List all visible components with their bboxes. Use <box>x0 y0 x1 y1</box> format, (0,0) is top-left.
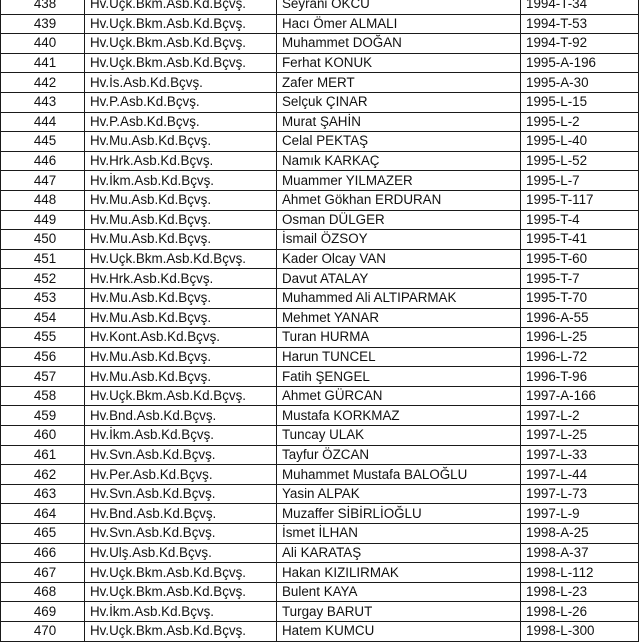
name-cell: Tuncay ULAK <box>277 426 521 446</box>
table-row <box>1 190 639 210</box>
registry-number-cell: 1998-L-23 <box>521 582 639 602</box>
name-cell: Muhammed Ali ALTIPARMAK <box>277 288 521 308</box>
registry-number-cell: 1997-L-2 <box>521 406 639 426</box>
registry-number-cell: 1994-T-53 <box>521 14 639 34</box>
name-cell: Mehmet YANAR <box>277 308 521 328</box>
rank-cell: Hv.İs.Asb.Kd.Bçvş. <box>85 73 277 93</box>
table-row <box>1 602 639 622</box>
registry-number-cell: 1995-T-60 <box>521 249 639 269</box>
row-number-cell: 444 <box>1 112 85 132</box>
table-row <box>1 14 639 34</box>
row-number-cell: 461 <box>1 445 85 465</box>
rank-cell: Hv.Mu.Asb.Kd.Bçvş. <box>85 288 277 308</box>
registry-number-cell: 1995-L-40 <box>521 132 639 152</box>
name-cell: Hatem KUMCU <box>277 622 521 642</box>
row-number-cell: 451 <box>1 249 85 269</box>
row-number-cell: 443 <box>1 92 85 112</box>
name-cell: Osman DÜLGER <box>277 210 521 230</box>
table-row <box>1 92 639 112</box>
name-cell: Celal PEKTAŞ <box>277 132 521 152</box>
registry-number-cell: 1995-L-52 <box>521 151 639 171</box>
registry-number-cell: 1995-A-30 <box>521 73 639 93</box>
row-number-cell: 457 <box>1 367 85 387</box>
rank-cell: Hv.İkm.Asb.Kd.Bçvş. <box>85 171 277 191</box>
row-number-cell: 463 <box>1 484 85 504</box>
row-number-cell: 445 <box>1 132 85 152</box>
table-row <box>1 171 639 191</box>
table-row <box>1 53 639 73</box>
registry-number-cell: 1995-L-2 <box>521 112 639 132</box>
rank-cell: Hv.Mu.Asb.Kd.Bçvş. <box>85 347 277 367</box>
row-number-cell: 441 <box>1 53 85 73</box>
name-cell: Murat ŞAHİN <box>277 112 521 132</box>
table-row <box>1 249 639 269</box>
name-cell: Fatih ŞENGEL <box>277 367 521 387</box>
table-row <box>1 504 639 524</box>
row-number-cell: 459 <box>1 406 85 426</box>
rank-cell: Hv.İkm.Asb.Kd.Bçvş. <box>85 426 277 446</box>
row-number-cell: 458 <box>1 386 85 406</box>
registry-number-cell: 1997-L-73 <box>521 484 639 504</box>
name-cell: Turgay BARUT <box>277 602 521 622</box>
registry-number-cell: 1997-L-33 <box>521 445 639 465</box>
name-cell: Ferhat KONUK <box>277 53 521 73</box>
name-cell: Hakan KIZILIRMAK <box>277 563 521 583</box>
row-number-cell: 438 <box>1 0 85 14</box>
table-row <box>1 484 639 504</box>
registry-number-cell: 1998-L-112 <box>521 563 639 583</box>
row-number-cell: 449 <box>1 210 85 230</box>
table-row <box>1 288 639 308</box>
registry-number-cell: 1996-L-72 <box>521 347 639 367</box>
row-number-cell: 467 <box>1 563 85 583</box>
name-cell: Tayfur ÖZCAN <box>277 445 521 465</box>
registry-number-cell: 1997-L-44 <box>521 465 639 485</box>
registry-number-cell: 1997-A-166 <box>521 386 639 406</box>
rank-cell: Hv.Mu.Asb.Kd.Bçvş. <box>85 230 277 250</box>
registry-number-cell: 1998-A-37 <box>521 543 639 563</box>
table-row <box>1 563 639 583</box>
rank-cell: Hv.P.Asb.Kd.Bçvş. <box>85 112 277 132</box>
name-cell: Selçuk ÇINAR <box>277 92 521 112</box>
row-number-cell: 460 <box>1 426 85 446</box>
table-row <box>1 73 639 93</box>
row-number-cell: 453 <box>1 288 85 308</box>
rank-cell: Hv.Uçk.Bkm.Asb.Kd.Bçvş. <box>85 249 277 269</box>
name-cell: Kader Olcay VAN <box>277 249 521 269</box>
table-row <box>1 386 639 406</box>
rank-cell: Hv.Mu.Asb.Kd.Bçvş. <box>85 210 277 230</box>
name-cell: Zafer MERT <box>277 73 521 93</box>
row-number-cell: 454 <box>1 308 85 328</box>
registry-number-cell: 1995-L-7 <box>521 171 639 191</box>
rank-cell: Hv.Uçk.Bkm.Asb.Kd.Bçvş. <box>85 34 277 54</box>
rank-cell: Hv.Svn.Asb.Kd.Bçvş. <box>85 524 277 544</box>
registry-number-cell: 1995-T-41 <box>521 230 639 250</box>
row-number-cell: 440 <box>1 34 85 54</box>
registry-number-cell: 1996-A-55 <box>521 308 639 328</box>
table-row <box>1 230 639 250</box>
rank-cell: Hv.İkm.Asb.Kd.Bçvş. <box>85 602 277 622</box>
rank-cell: Hv.Uçk.Bkm.Asb.Kd.Bçvş. <box>85 53 277 73</box>
name-cell: Yasin ALPAK <box>277 484 521 504</box>
row-number-cell: 466 <box>1 543 85 563</box>
name-cell: Hacı Ömer ALMALI <box>277 14 521 34</box>
row-number-cell: 464 <box>1 504 85 524</box>
row-number-cell: 442 <box>1 73 85 93</box>
row-number-cell: 452 <box>1 269 85 289</box>
name-cell: Turan HURMA <box>277 328 521 348</box>
table-row <box>1 308 639 328</box>
rank-cell: Hv.Uçk.Bkm.Asb.Kd.Bçvş. <box>85 0 277 14</box>
rank-cell: Hv.Mu.Asb.Kd.Bçvş. <box>85 132 277 152</box>
table-row <box>1 112 639 132</box>
table-row <box>1 132 639 152</box>
row-number-cell: 468 <box>1 582 85 602</box>
table-row <box>1 210 639 230</box>
name-cell: İsmet İLHAN <box>277 524 521 544</box>
row-number-cell: 465 <box>1 524 85 544</box>
registry-number-cell: 1995-A-196 <box>521 53 639 73</box>
registry-number-cell: 1998-L-300 <box>521 622 639 642</box>
name-cell: Muhammet Mustafa BALOĞLU <box>277 465 521 485</box>
rank-cell: Hv.Ulş.Asb.Kd.Bçvş. <box>85 543 277 563</box>
registry-number-cell: 1998-L-26 <box>521 602 639 622</box>
table-row <box>1 445 639 465</box>
registry-number-cell: 1995-T-7 <box>521 269 639 289</box>
name-cell: Muammer YILMAZER <box>277 171 521 191</box>
rank-cell: Hv.Mu.Asb.Kd.Bçvş. <box>85 367 277 387</box>
registry-number-cell: 1997-L-25 <box>521 426 639 446</box>
table-row <box>1 151 639 171</box>
rank-cell: Hv.Uçk.Bkm.Asb.Kd.Bçvş. <box>85 622 277 642</box>
table-row <box>1 406 639 426</box>
row-number-cell: 462 <box>1 465 85 485</box>
rank-cell: Hv.Uçk.Bkm.Asb.Kd.Bçvş. <box>85 14 277 34</box>
registry-number-cell: 1995-L-15 <box>521 92 639 112</box>
table-row <box>1 543 639 563</box>
rank-cell: Hv.Kont.Asb.Kd.Bçvş. <box>85 328 277 348</box>
registry-number-cell: 1996-T-96 <box>521 367 639 387</box>
row-number-cell: 446 <box>1 151 85 171</box>
registry-number-cell: 1996-L-25 <box>521 328 639 348</box>
row-number-cell: 470 <box>1 622 85 642</box>
table-row <box>1 582 639 602</box>
table-row <box>1 34 639 54</box>
rank-cell: Hv.Mu.Asb.Kd.Bçvş. <box>85 190 277 210</box>
rank-cell: Hv.Per.Asb.Kd.Bçvş. <box>85 465 277 485</box>
rank-cell: Hv.Hrk.Asb.Kd.Bçvş. <box>85 269 277 289</box>
table-row <box>1 622 639 642</box>
registry-number-cell: 1998-A-25 <box>521 524 639 544</box>
registry-number-cell: 1997-L-9 <box>521 504 639 524</box>
name-cell: Davut ATALAY <box>277 269 521 289</box>
table-row <box>1 347 639 367</box>
row-number-cell: 448 <box>1 190 85 210</box>
table-row <box>1 328 639 348</box>
table-row <box>1 426 639 446</box>
registry-number-cell: 1995-T-117 <box>521 190 639 210</box>
rank-cell: Hv.P.Asb.Kd.Bçvş. <box>85 92 277 112</box>
row-number-cell: 447 <box>1 171 85 191</box>
name-cell: Ahmet Gökhan ERDURAN <box>277 190 521 210</box>
name-cell: Muhammet DOĞAN <box>277 34 521 54</box>
registry-number-cell: 1994-T-92 <box>521 34 639 54</box>
name-cell: Muzaffer SİBİRLİOĞLU <box>277 504 521 524</box>
rank-cell: Hv.Uçk.Bkm.Asb.Kd.Bçvş. <box>85 563 277 583</box>
table-body <box>1 0 639 641</box>
rank-cell: Hv.Bnd.Asb.Kd.Bçvş. <box>85 406 277 426</box>
table-row <box>1 367 639 387</box>
name-cell: Ahmet GÜRCAN <box>277 386 521 406</box>
rank-cell: Hv.Svn.Asb.Kd.Bçvş. <box>85 445 277 465</box>
name-cell: Bulent KAYA <box>277 582 521 602</box>
name-cell: Harun TUNCEL <box>277 347 521 367</box>
name-cell: Ali KARATAŞ <box>277 543 521 563</box>
registry-number-cell: 1995-T-4 <box>521 210 639 230</box>
registry-number-cell: 1994-T-34 <box>521 0 639 14</box>
table-row <box>1 465 639 485</box>
rank-cell: Hv.Uçk.Bkm.Asb.Kd.Bçvş. <box>85 582 277 602</box>
registry-number-cell: 1995-T-70 <box>521 288 639 308</box>
rank-cell: Hv.Svn.Asb.Kd.Bçvş. <box>85 484 277 504</box>
rank-cell: Hv.Hrk.Asb.Kd.Bçvş. <box>85 151 277 171</box>
row-number-cell: 456 <box>1 347 85 367</box>
name-cell: Mustafa KORKMAZ <box>277 406 521 426</box>
rank-cell: Hv.Mu.Asb.Kd.Bçvş. <box>85 308 277 328</box>
name-cell: Seyrani OKCU <box>277 0 521 14</box>
row-number-cell: 469 <box>1 602 85 622</box>
rank-cell: Hv.Bnd.Asb.Kd.Bçvş. <box>85 504 277 524</box>
row-number-cell: 439 <box>1 14 85 34</box>
row-number-cell: 450 <box>1 230 85 250</box>
table-row <box>1 269 639 289</box>
name-cell: Namık KARKAÇ <box>277 151 521 171</box>
table-row <box>1 524 639 544</box>
rank-cell: Hv.Uçk.Bkm.Asb.Kd.Bçvş. <box>85 386 277 406</box>
row-number-cell: 455 <box>1 328 85 348</box>
table-row <box>1 0 639 14</box>
name-cell: İsmail ÖZSOY <box>277 230 521 250</box>
